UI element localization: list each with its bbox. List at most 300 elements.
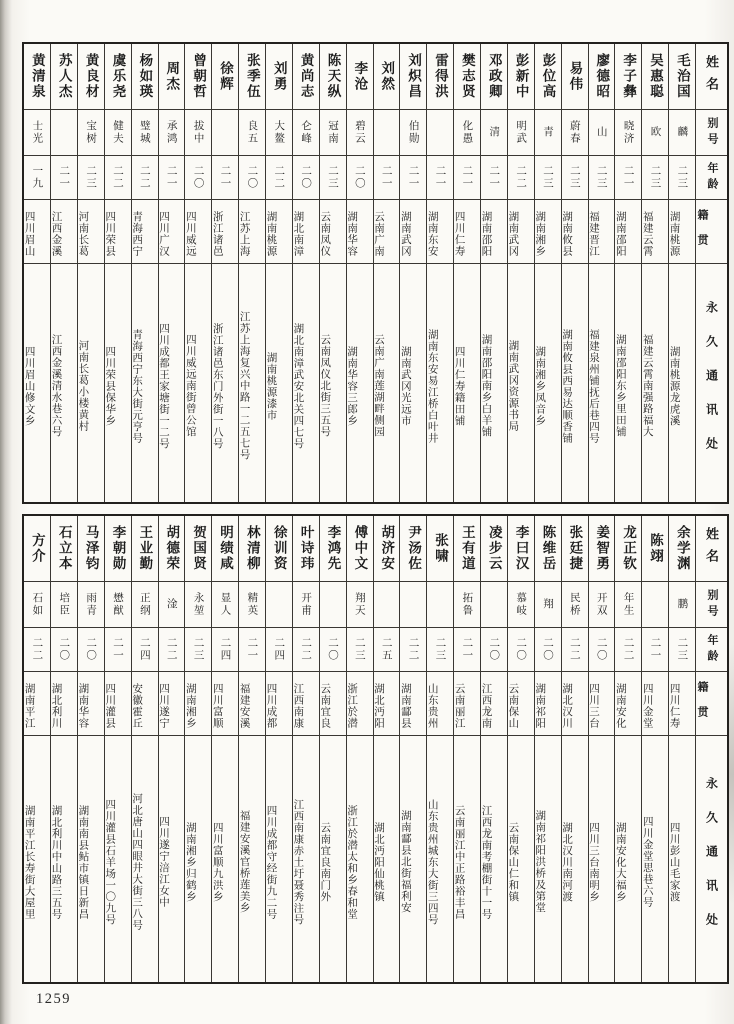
person-address-text: 四川成都守经街九二号 [266, 804, 278, 920]
person-native-text: 四川三台 [588, 682, 600, 729]
header-name [696, 516, 727, 582]
person-native-text: 湖南湘乡 [185, 682, 197, 729]
person-age-text: 二〇 [515, 637, 528, 662]
person-native-text: 四川富顺 [212, 682, 224, 729]
person-address [562, 264, 588, 502]
person-name [374, 516, 400, 582]
person-alias-text: 永堃 [192, 592, 205, 617]
person-address [266, 736, 292, 982]
person-name-text: 黄清泉 [29, 53, 45, 100]
person-address-text: 湖北沔阳仙桃镇 [373, 821, 385, 903]
person-address-text: 湖南平江长寿街大屋里 [24, 804, 36, 920]
header-native [696, 672, 727, 736]
person-column [454, 44, 481, 502]
person-native [669, 200, 695, 264]
person-name [427, 44, 453, 110]
person-address [239, 264, 265, 502]
person-column [159, 44, 186, 502]
person-age-text: 二三 [649, 165, 662, 190]
person-name-text: 胡德荣 [164, 525, 180, 572]
person-alias-text: 蔚春 [568, 120, 581, 145]
person-name [535, 516, 561, 582]
person-name [642, 44, 668, 110]
header-alias-text: 别号 [706, 116, 718, 149]
person-age [239, 156, 265, 200]
person-native [562, 672, 588, 736]
person-column [105, 516, 132, 982]
person-age-text: 一九 [31, 165, 44, 190]
person-address-text: 云南广南莲湖畔侧园 [373, 334, 385, 438]
person-name [320, 44, 346, 110]
person-column [642, 44, 669, 502]
person-address-text: 湖南安化大福乡 [615, 821, 627, 903]
person-column [24, 516, 51, 982]
person-alias-text: 拔中 [192, 120, 205, 145]
person-alias-text: 化愚 [461, 120, 474, 145]
person-name [212, 44, 238, 110]
person-address-text: 四川仁寿籍田铺 [454, 345, 466, 427]
person-name-text: 虞乐尧 [110, 53, 126, 100]
person-address-text: 湖南邵阳东乡里田铺 [615, 334, 627, 438]
person-column [159, 516, 186, 982]
person-name-text: 张季伍 [244, 53, 260, 100]
person-age-text: 二二 [138, 165, 151, 190]
person-native [212, 672, 238, 736]
person-age-text: 二〇 [541, 637, 554, 662]
person-age [185, 156, 211, 200]
person-native [669, 672, 695, 736]
person-native-text: 云南保山 [507, 682, 520, 729]
person-address [642, 736, 668, 982]
person-name-text: 李曰汉 [513, 525, 529, 572]
person-age-text: 二一 [380, 165, 393, 190]
person-native-text: 浙江於潜 [346, 682, 359, 729]
person-age-text: 二四 [273, 637, 286, 662]
person-native [400, 672, 426, 736]
person-column [293, 44, 320, 502]
person-native-text: 江西龙南 [481, 682, 493, 729]
person-age-text: 二〇 [353, 165, 366, 190]
person-native [239, 200, 265, 264]
person-native [212, 200, 238, 264]
person-native [642, 200, 668, 264]
person-native-text: 四川仁寿 [669, 682, 681, 729]
header-age [696, 628, 727, 672]
person-address-text: 云南保山仁和镇 [507, 821, 520, 903]
person-name-text: 李朝勋 [110, 525, 126, 572]
person-age-text: 二二 [111, 165, 124, 190]
person-address-text: 湖南桃源龙虎溪 [669, 345, 681, 427]
person-age [615, 628, 641, 672]
person-age-text: 二二 [300, 637, 313, 662]
person-age [562, 628, 588, 672]
person-name [132, 516, 158, 582]
person-address [78, 264, 104, 502]
person-alias-text: 精英 [246, 592, 259, 617]
person-native-text: 湖北沔阳 [373, 682, 385, 729]
person-native-text: 湖南桃源 [266, 210, 278, 257]
person-address-text: 河北唐山四眼井大街三八号 [131, 793, 144, 931]
person-name [615, 516, 641, 582]
person-native [78, 200, 104, 264]
person-address-text: 四川三台南明乡 [588, 821, 600, 903]
person-native-text: 湖南湘乡 [534, 210, 547, 257]
person-name [24, 516, 50, 582]
person-column [508, 44, 535, 502]
header-age-text: 年龄 [706, 161, 718, 194]
person-native-text: 四川成都 [266, 682, 278, 729]
person-alias-text: 翔 [541, 598, 554, 611]
person-name [589, 516, 615, 582]
person-name [78, 44, 104, 110]
person-age [535, 156, 561, 200]
person-alias [642, 110, 668, 156]
person-age [400, 156, 426, 200]
person-address [24, 264, 50, 502]
person-address [508, 736, 534, 982]
person-alias [266, 582, 292, 628]
directory-table-bottom [22, 514, 729, 984]
person-name-text: 杨如瑛 [137, 53, 153, 100]
person-name-text: 胡济安 [379, 525, 395, 572]
person-alias [105, 582, 131, 628]
person-alias-text: 鹏 [676, 598, 689, 611]
person-address-text: 云南宜良南门外 [319, 821, 332, 903]
person-alias-text: 宝树 [85, 120, 98, 145]
person-age [266, 628, 292, 672]
person-age [347, 156, 373, 200]
person-name [400, 516, 426, 582]
person-native [105, 672, 131, 736]
person-alias-text: 显人 [219, 592, 232, 617]
person-address [293, 736, 319, 982]
person-address [51, 736, 77, 982]
person-name-text: 刘炽昌 [406, 53, 422, 100]
person-address-text: 湖北南漳武安北关四七号 [292, 322, 305, 450]
person-alias [212, 582, 238, 628]
person-age-text: 二四 [138, 637, 151, 662]
person-name [347, 44, 373, 110]
person-name [508, 516, 534, 582]
header-age [696, 156, 727, 200]
person-name-text: 黄尚志 [298, 53, 314, 100]
person-address [293, 264, 319, 502]
person-age [132, 628, 158, 672]
person-address [105, 736, 131, 982]
person-alias [589, 110, 615, 156]
person-column [374, 516, 401, 982]
person-column [347, 516, 374, 982]
person-native-text: 江苏上海 [239, 210, 251, 257]
person-native [320, 200, 346, 264]
person-alias [535, 110, 561, 156]
person-name-text: 刘然 [379, 61, 395, 92]
person-alias [159, 110, 185, 156]
person-alias [454, 110, 480, 156]
person-native-text: 福建晋江 [588, 210, 600, 257]
header-column [696, 516, 727, 982]
person-address [266, 264, 292, 502]
person-name [642, 516, 668, 582]
person-native [481, 672, 507, 736]
person-native [266, 672, 292, 736]
person-address-text: 湖南武冈资源书局 [507, 340, 520, 432]
person-name-text: 明绩咸 [217, 525, 233, 572]
person-age [78, 628, 104, 672]
person-alias-text: 晓济 [622, 120, 635, 145]
person-address-text: 湖南桃源漆市 [266, 351, 278, 421]
person-alias [615, 110, 641, 156]
person-alias [347, 110, 373, 156]
person-age-text: 二一 [649, 637, 662, 662]
person-name-text: 彭位高 [540, 53, 556, 100]
person-alias [535, 582, 561, 628]
person-native-text: 湖南邵阳 [615, 210, 627, 257]
person-alias [78, 582, 104, 628]
person-native-text: 湖南华容 [346, 210, 359, 257]
person-native [266, 200, 292, 264]
person-address [669, 736, 695, 982]
header-alias [696, 582, 727, 628]
person-alias-text: 欧 [649, 126, 662, 139]
person-age [374, 628, 400, 672]
header-alias-text: 别号 [706, 588, 718, 621]
person-address-text: 四川金堂思巷六号 [642, 816, 654, 908]
header-address-text: 永久通讯处 [704, 301, 719, 471]
person-name [508, 44, 534, 110]
person-alias-text: 淦 [165, 598, 178, 611]
person-native-text: 湖南平江 [24, 682, 36, 729]
person-age-text: 二三 [326, 165, 339, 190]
person-age-text: 二一 [111, 637, 124, 662]
person-native [185, 672, 211, 736]
person-name [293, 516, 319, 582]
person-column [615, 44, 642, 502]
person-age-text: 二三 [434, 637, 447, 662]
header-native-text: 籍贯 [696, 208, 708, 259]
person-native [589, 200, 615, 264]
person-name [105, 44, 131, 110]
person-native [159, 200, 185, 264]
person-address-text: 福建云霄南强路福大 [642, 334, 654, 438]
person-column [320, 516, 347, 982]
person-age [454, 156, 480, 200]
person-alias [642, 582, 668, 628]
person-alias [562, 110, 588, 156]
person-column [669, 516, 696, 982]
person-name [374, 44, 400, 110]
person-age-text: 二二 [622, 637, 635, 662]
person-native [535, 200, 561, 264]
person-address-text: 湖南南县鲇市镇日新昌 [77, 804, 90, 920]
person-age-text: 二一 [461, 165, 474, 190]
person-column [185, 516, 212, 982]
person-column [239, 44, 266, 502]
person-native [159, 672, 185, 736]
person-alias-text: 石如 [31, 592, 44, 617]
person-name-text: 李子彝 [621, 53, 637, 100]
person-address-text: 四川荣县保华乡 [104, 345, 117, 427]
person-alias-text: 明武 [515, 120, 528, 145]
person-name [105, 516, 131, 582]
person-native-text: 湖北汉川 [561, 682, 574, 729]
person-name-text: 陈天纵 [325, 53, 341, 100]
person-native-text: 湖南祁阳 [534, 682, 547, 729]
person-age-text: 二〇 [192, 165, 205, 190]
person-native-text: 安徽霍丘 [131, 682, 144, 729]
person-native-text: 湖南邵阳 [481, 210, 493, 257]
person-name [185, 44, 211, 110]
person-name [454, 44, 480, 110]
person-age-text: 二二 [568, 637, 581, 662]
person-name-text: 邓政卿 [486, 53, 502, 100]
person-address [132, 264, 158, 502]
person-name-text: 马泽钧 [83, 525, 99, 572]
person-age-text: 二三 [676, 637, 689, 662]
person-column [669, 44, 696, 502]
person-name [132, 44, 158, 110]
person-address [347, 264, 373, 502]
person-native-text: 云南丽江 [454, 682, 466, 729]
person-alias [266, 110, 292, 156]
person-name-text: 徐辉 [217, 61, 233, 92]
person-alias [159, 582, 185, 628]
person-address-text: 浙江诸邑东门外街一八号 [212, 322, 224, 450]
person-column [481, 44, 508, 502]
person-age [669, 156, 695, 200]
person-column [24, 44, 51, 502]
person-age-text: 二三 [541, 165, 554, 190]
person-address-text: 湖南湘乡归鹤乡 [185, 821, 197, 903]
person-address-text: 四川眉山修文乡 [24, 345, 36, 427]
person-native [454, 200, 480, 264]
person-age [105, 156, 131, 200]
person-alias-text: 健夫 [111, 120, 124, 145]
person-native-text: 湖北南漳 [292, 210, 305, 257]
person-column [212, 516, 239, 982]
person-name-text: 张啸 [432, 533, 448, 564]
person-name [562, 44, 588, 110]
person-address-text: 山东贵州城东大街三四号 [427, 798, 439, 926]
person-native-text: 浙江诸邑 [212, 210, 224, 257]
person-age [589, 628, 615, 672]
person-age-text: 二一 [434, 165, 447, 190]
person-column [562, 516, 589, 982]
person-age-text: 二一 [461, 637, 474, 662]
person-name-text: 叶诗玮 [298, 525, 314, 572]
person-name [159, 44, 185, 110]
person-name-text: 周杰 [164, 61, 180, 92]
person-address-text: 四川富顺九洪乡 [212, 821, 224, 903]
person-name [562, 516, 588, 582]
person-alias [24, 582, 50, 628]
person-age [374, 156, 400, 200]
person-alias [562, 582, 588, 628]
header-native [696, 200, 727, 264]
person-alias [105, 110, 131, 156]
person-native-text: 四川威远 [185, 210, 197, 257]
person-column [589, 44, 616, 502]
person-age [132, 156, 158, 200]
person-alias-text: 正纲 [138, 592, 151, 617]
person-age [481, 156, 507, 200]
person-age [212, 156, 238, 200]
person-name [212, 516, 238, 582]
person-age [562, 156, 588, 200]
person-name-text: 尹汤佐 [406, 525, 422, 572]
person-name-text: 徐训资 [271, 525, 287, 572]
person-name [454, 516, 480, 582]
person-age [320, 156, 346, 200]
person-alias [320, 110, 346, 156]
person-alias [78, 110, 104, 156]
person-alias [239, 110, 265, 156]
person-age [535, 628, 561, 672]
person-name [589, 44, 615, 110]
person-alias [185, 110, 211, 156]
person-age [347, 628, 373, 672]
person-address [400, 736, 426, 982]
person-native [562, 200, 588, 264]
person-native-text: 湖南武冈 [400, 210, 412, 257]
person-address [212, 264, 238, 502]
person-native-text: 湖南桃源 [669, 210, 681, 257]
scan-smudge [729, 644, 734, 904]
person-native [51, 672, 77, 736]
person-age [615, 156, 641, 200]
person-alias [132, 110, 158, 156]
person-alias [589, 582, 615, 628]
person-alias [669, 110, 695, 156]
person-age-text: 二〇 [595, 637, 608, 662]
header-alias [696, 110, 727, 156]
person-alias-text: 民桥 [568, 592, 581, 617]
person-address [508, 264, 534, 502]
person-column [105, 44, 132, 502]
person-age-text: 二一 [219, 165, 232, 190]
person-column [400, 44, 427, 502]
header-name-text: 姓名 [704, 54, 719, 99]
person-address [212, 736, 238, 982]
person-alias-text: 翔天 [353, 592, 366, 617]
person-alias [293, 110, 319, 156]
person-age-text: 二〇 [58, 637, 71, 662]
person-address [535, 264, 561, 502]
person-address-text: 四川灌县石羊场一〇九号 [104, 798, 117, 926]
person-name-text: 曾朝哲 [191, 53, 207, 100]
person-address [185, 736, 211, 982]
page-number: 1259 [36, 991, 71, 1007]
person-native [24, 672, 50, 736]
person-name [51, 516, 77, 582]
person-age [212, 628, 238, 672]
person-native [132, 200, 158, 264]
person-alias-text: 仑峰 [300, 120, 313, 145]
person-name-text: 余学渊 [674, 525, 690, 572]
person-address-text: 湖南邵阳南乡白羊铺 [481, 334, 493, 438]
person-native [427, 672, 453, 736]
person-native [185, 200, 211, 264]
person-alias [374, 110, 400, 156]
person-age-text: 二三 [192, 637, 205, 662]
person-native-text: 四川遂宁 [158, 682, 170, 729]
person-name-text: 廖德昭 [594, 53, 610, 100]
person-age-text: 二一 [488, 165, 501, 190]
person-name-text: 方介 [29, 533, 45, 564]
person-address-text: 四川遂宁涪江女中 [158, 816, 170, 908]
person-age [159, 628, 185, 672]
person-alias-text: 年生 [622, 592, 635, 617]
